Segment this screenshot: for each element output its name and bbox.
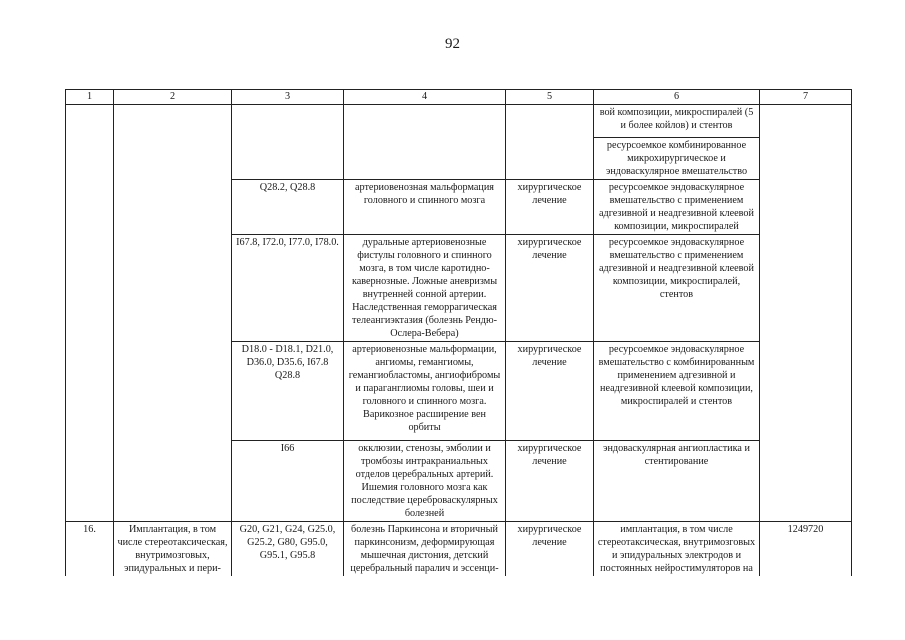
treatment-cell: хирургическое лечение [506, 522, 594, 577]
name-cell: Имплантация, в том числе стереотаксическая, внутримозговых, эпидуральных и пери- [114, 522, 232, 577]
codes-cell: I66 [232, 441, 344, 522]
method-cell: имплантация, в том числе стереотаксическая, внутримозговых и эпидуральных электродов и постоянных нейростимуляторов на [594, 522, 760, 577]
number-cell: 16. [66, 522, 114, 577]
method-cell: эндоваскулярная ангиопластика и стентирование [594, 441, 760, 522]
page-number: 92 [445, 36, 460, 52]
treatment-cell: хирургическое лечение [506, 235, 594, 342]
codes-cell: G20, G21, G24, G25.0, G25.2, G80, G95.0, G95.1, G95.8 [232, 522, 344, 577]
cost-cell: 1249720 [760, 522, 852, 577]
codes-cell [232, 105, 344, 180]
treatment-cell: хирургическое лечение [506, 180, 594, 235]
column-number: 1 [66, 90, 114, 105]
column-number: 6 [594, 90, 760, 105]
treatment-cell [506, 105, 594, 180]
method-cell: ресурсоемкое комбинированное микрохирургическое и эндоваскулярное вмешательство [594, 138, 760, 180]
disease-cell: артериовенозная мальформация головного и спинного мозга [344, 180, 506, 235]
column-number-row [66, 90, 852, 105]
column-number: 4 [344, 90, 506, 105]
method-cell: ресурсоемкое эндоваскулярное вмешательство с применением адгезивной и неадгезивной клеевой композиции, микроспиралей, стентов [594, 235, 760, 342]
number-cell [66, 105, 114, 522]
treatment-cell: хирургическое лечение [506, 342, 594, 441]
codes-cell: Q28.2, Q28.8 [232, 180, 344, 235]
cost-cell [760, 105, 852, 522]
disease-cell: болезнь Паркинсона и вторичный паркинсонизм, деформирующая мышечная дистония, детский церебральный паралич и эссенци- [344, 522, 506, 577]
name-cell [114, 105, 232, 522]
column-number: 5 [506, 90, 594, 105]
table-row-16 [66, 522, 852, 577]
column-number: 2 [114, 90, 232, 105]
column-number: 3 [232, 90, 344, 105]
disease-cell [344, 105, 506, 180]
disease-cell: окклюзии, стенозы, эмболии и тромбозы интракраниальных отделов церебральных артерий. Ишемия головного мозга как последствие цереброваскулярных болезней [344, 441, 506, 522]
table-row [66, 105, 852, 138]
method-cell: ресурсоемкое эндоваскулярное вмешательство с комбинированным применением адгезивной и неадгезивной клеевой композиции, микроспиралей и стентов [594, 342, 760, 441]
disease-cell: дуральные артериовенозные фистулы головного и спинного мозга, в том числе каротидно-кавернозные. Ложные аневризмы внутренней сонной артерии. Наследственная геморрагическая телеангиэктазия (болезнь Рендю-Ослера-Вебера) [344, 235, 506, 342]
treatment-cell: хирургическое лечение [506, 441, 594, 522]
codes-cell: I67.8, I72.0, I77.0, I78.0. [232, 235, 344, 342]
disease-cell: артериовенозные мальформации, ангиомы, гемангиомы, гемангиобластомы, ангиофибромы и параганглиомы головы, шеи и головного и спинного мозга. Варикозное расширение вен орбиты [344, 342, 506, 441]
column-number: 7 [760, 90, 852, 105]
method-cell: вой композиции, микроспиралей (5 и более койлов) и стентов [594, 105, 760, 138]
codes-cell: D18.0 - D18.1, D21.0, D36.0, D35.6, I67.8 Q28.8 [232, 342, 344, 441]
method-cell: ресурсоемкое эндоваскулярное вмешательство с применением адгезивной и неадгезивной клеевой композиции, микроспиралей [594, 180, 760, 235]
medical-care-table [65, 89, 852, 576]
